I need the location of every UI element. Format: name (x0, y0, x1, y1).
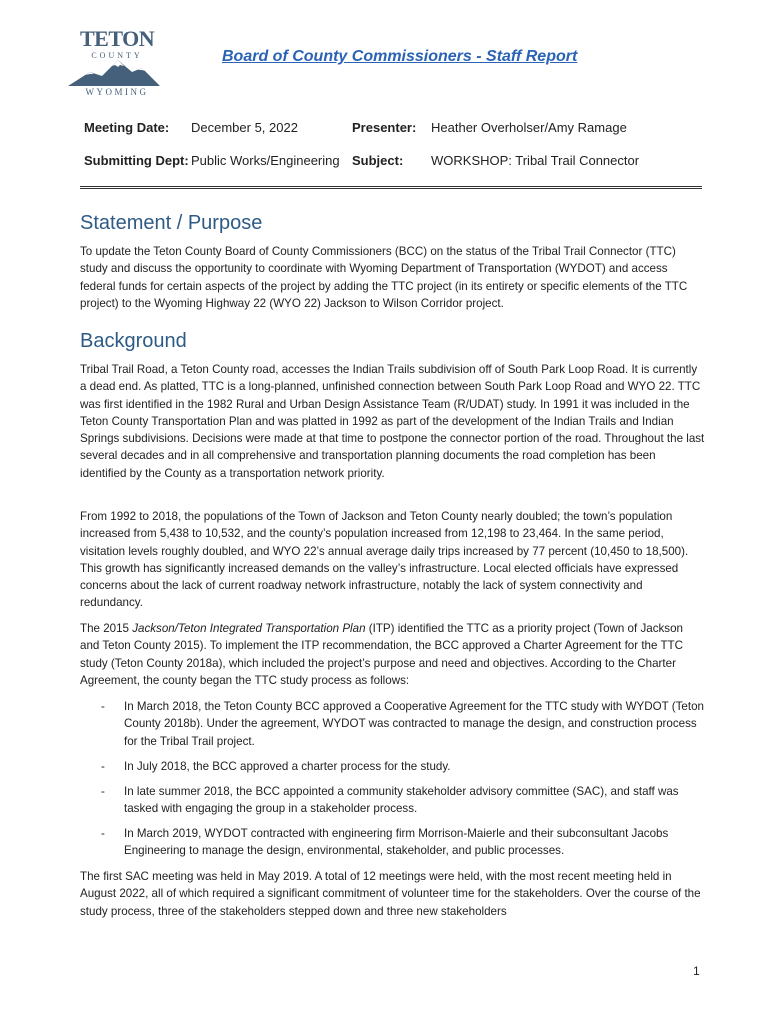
subject-value: WORKSHOP: Tribal Trail Connector (431, 153, 640, 168)
teton-county-logo (68, 28, 160, 98)
logo-state-text: WYOMING (85, 87, 149, 97)
logo-county-text: COUNTY (91, 51, 143, 60)
itp-title: Jackson/Teton Integrated Transportation Plan (132, 622, 366, 635)
background-paragraph-1: Tribal Trail Road, a Teton County road, accesses the Indian Trails subdivision off of South Park Loop Road. It is currently a dead end. As platted, TTC is a long-planned, unfinished connection between South Park Loop Road and WYO 22. TTC was first identified in the 1982 Rural and Urban Design Assistance Team (R/UDAT) study. In 1991 it was included in the Teton County Transportation Plan and was platted in 1992 as part of the development of the Indian Trails and Indian Springs subdivisions. Decisions were made at that time to postpone the connector portion of the road. Throughout the last several decades and in all comprehensive and transportation planning documents the road completion has been identified by the County as a transportation network priority. (80, 363, 705, 480)
presenter-label: Presenter: (352, 120, 417, 135)
page-number: 1 (693, 964, 700, 978)
bullet-text: In late summer 2018, the BCC appointed a community stakeholder advisory committee (SAC), and staff was tasked with engaging the group in a stakeholder process. (124, 785, 679, 816)
background-paragraph-3 (80, 620, 705, 689)
background-paragraph-4: The first SAC meeting was held in May 2019. A total of 12 meetings were held, with the most recent meeting held in August 2022, all of which required a significant commitment of volunteer time for the stakeholders. Over the course of the study process, three of the stakeholders stepped down and three new stakeholders (80, 870, 701, 918)
bullet-text: In March 2018, the Teton County BCC approved a Cooperative Agreement for the TTC study with WYDOT (Teton County 2018b). Under the agreement, WYDOT was contracted to manage the design, and construction process for the Tribal Trail project. (124, 700, 704, 748)
p3-intro: The 2015 (80, 622, 133, 635)
background-paragraph-2: From 1992 to 2018, the populations of the Town of Jackson and Teton County nearly doubled; the town’s population increased from 5,438 to 10,532, and the county’s population increased from 12,198 to 23,464. In the same period, visitation levels roughly doubled, and WYO 22’s annual average daily trips increased by 77 percent (10,450 to 18,500). This growth has significantly increased demands on the valley’s infrastructure. Local elected officials have expressed concerns about the lack of current roadway network infrastructure, notably the lack of system connectivity and redundancy. (80, 510, 689, 610)
meeting-date-value: December 5, 2022 (191, 120, 298, 135)
statement-heading: Statement / Purpose (80, 212, 263, 234)
p3-rest: (ITP) identified the TTC as a priority project (Town of Jackson and Teton County 2015). To implement the ITP recommendation, the BCC approved a Charter Agreement for the TTC study (Teton County 2018a), which included the project’s purpose and need and objectives. According to the Charter Agreement, the county began the TTC study process as follows: (80, 622, 683, 687)
dept-label: Submitting Dept: (84, 153, 189, 168)
dept-value: Public Works/Engineering (191, 153, 340, 168)
bullet-dash: - (101, 785, 105, 798)
header-divider (80, 186, 702, 189)
bullet-dash: - (101, 760, 105, 773)
bullet-dash: - (101, 700, 105, 713)
background-heading: Background (80, 330, 187, 352)
statement-text: To update the Teton County Board of County Commissioners (BCC) on the status of the Tribal Trail Connector (TTC) study and discuss the opportunity to coordinate with Wyoming Department of Transportation (WYDOT) and access federal funds for certain aspects of the project by adding the TTC project (in its entirety or specific elements of the TTC project) to the Wyoming Highway 22 (WYO 22) Jackson to Wilson Corridor project. (80, 245, 688, 310)
presenter-value: Heather Overholser/Amy Ramage (431, 120, 627, 135)
meeting-date-label: Meeting Date: (84, 120, 170, 135)
subject-label: Subject: (352, 153, 404, 168)
logo-title: TETON (80, 26, 155, 51)
mountain-icon (68, 58, 160, 88)
bullet-text: In March 2019, WYDOT contracted with engineering firm Morrison-Maierle and their subconsultant Jacobs Engineering to manage the design, environmental, stakeholder, and public processes. (124, 827, 669, 858)
bullet-text: In July 2018, the BCC approved a charter process for the study. (124, 760, 451, 773)
bullet-dash: - (101, 827, 105, 840)
report-title: Board of County Commissioners - Staff Report (222, 48, 578, 65)
